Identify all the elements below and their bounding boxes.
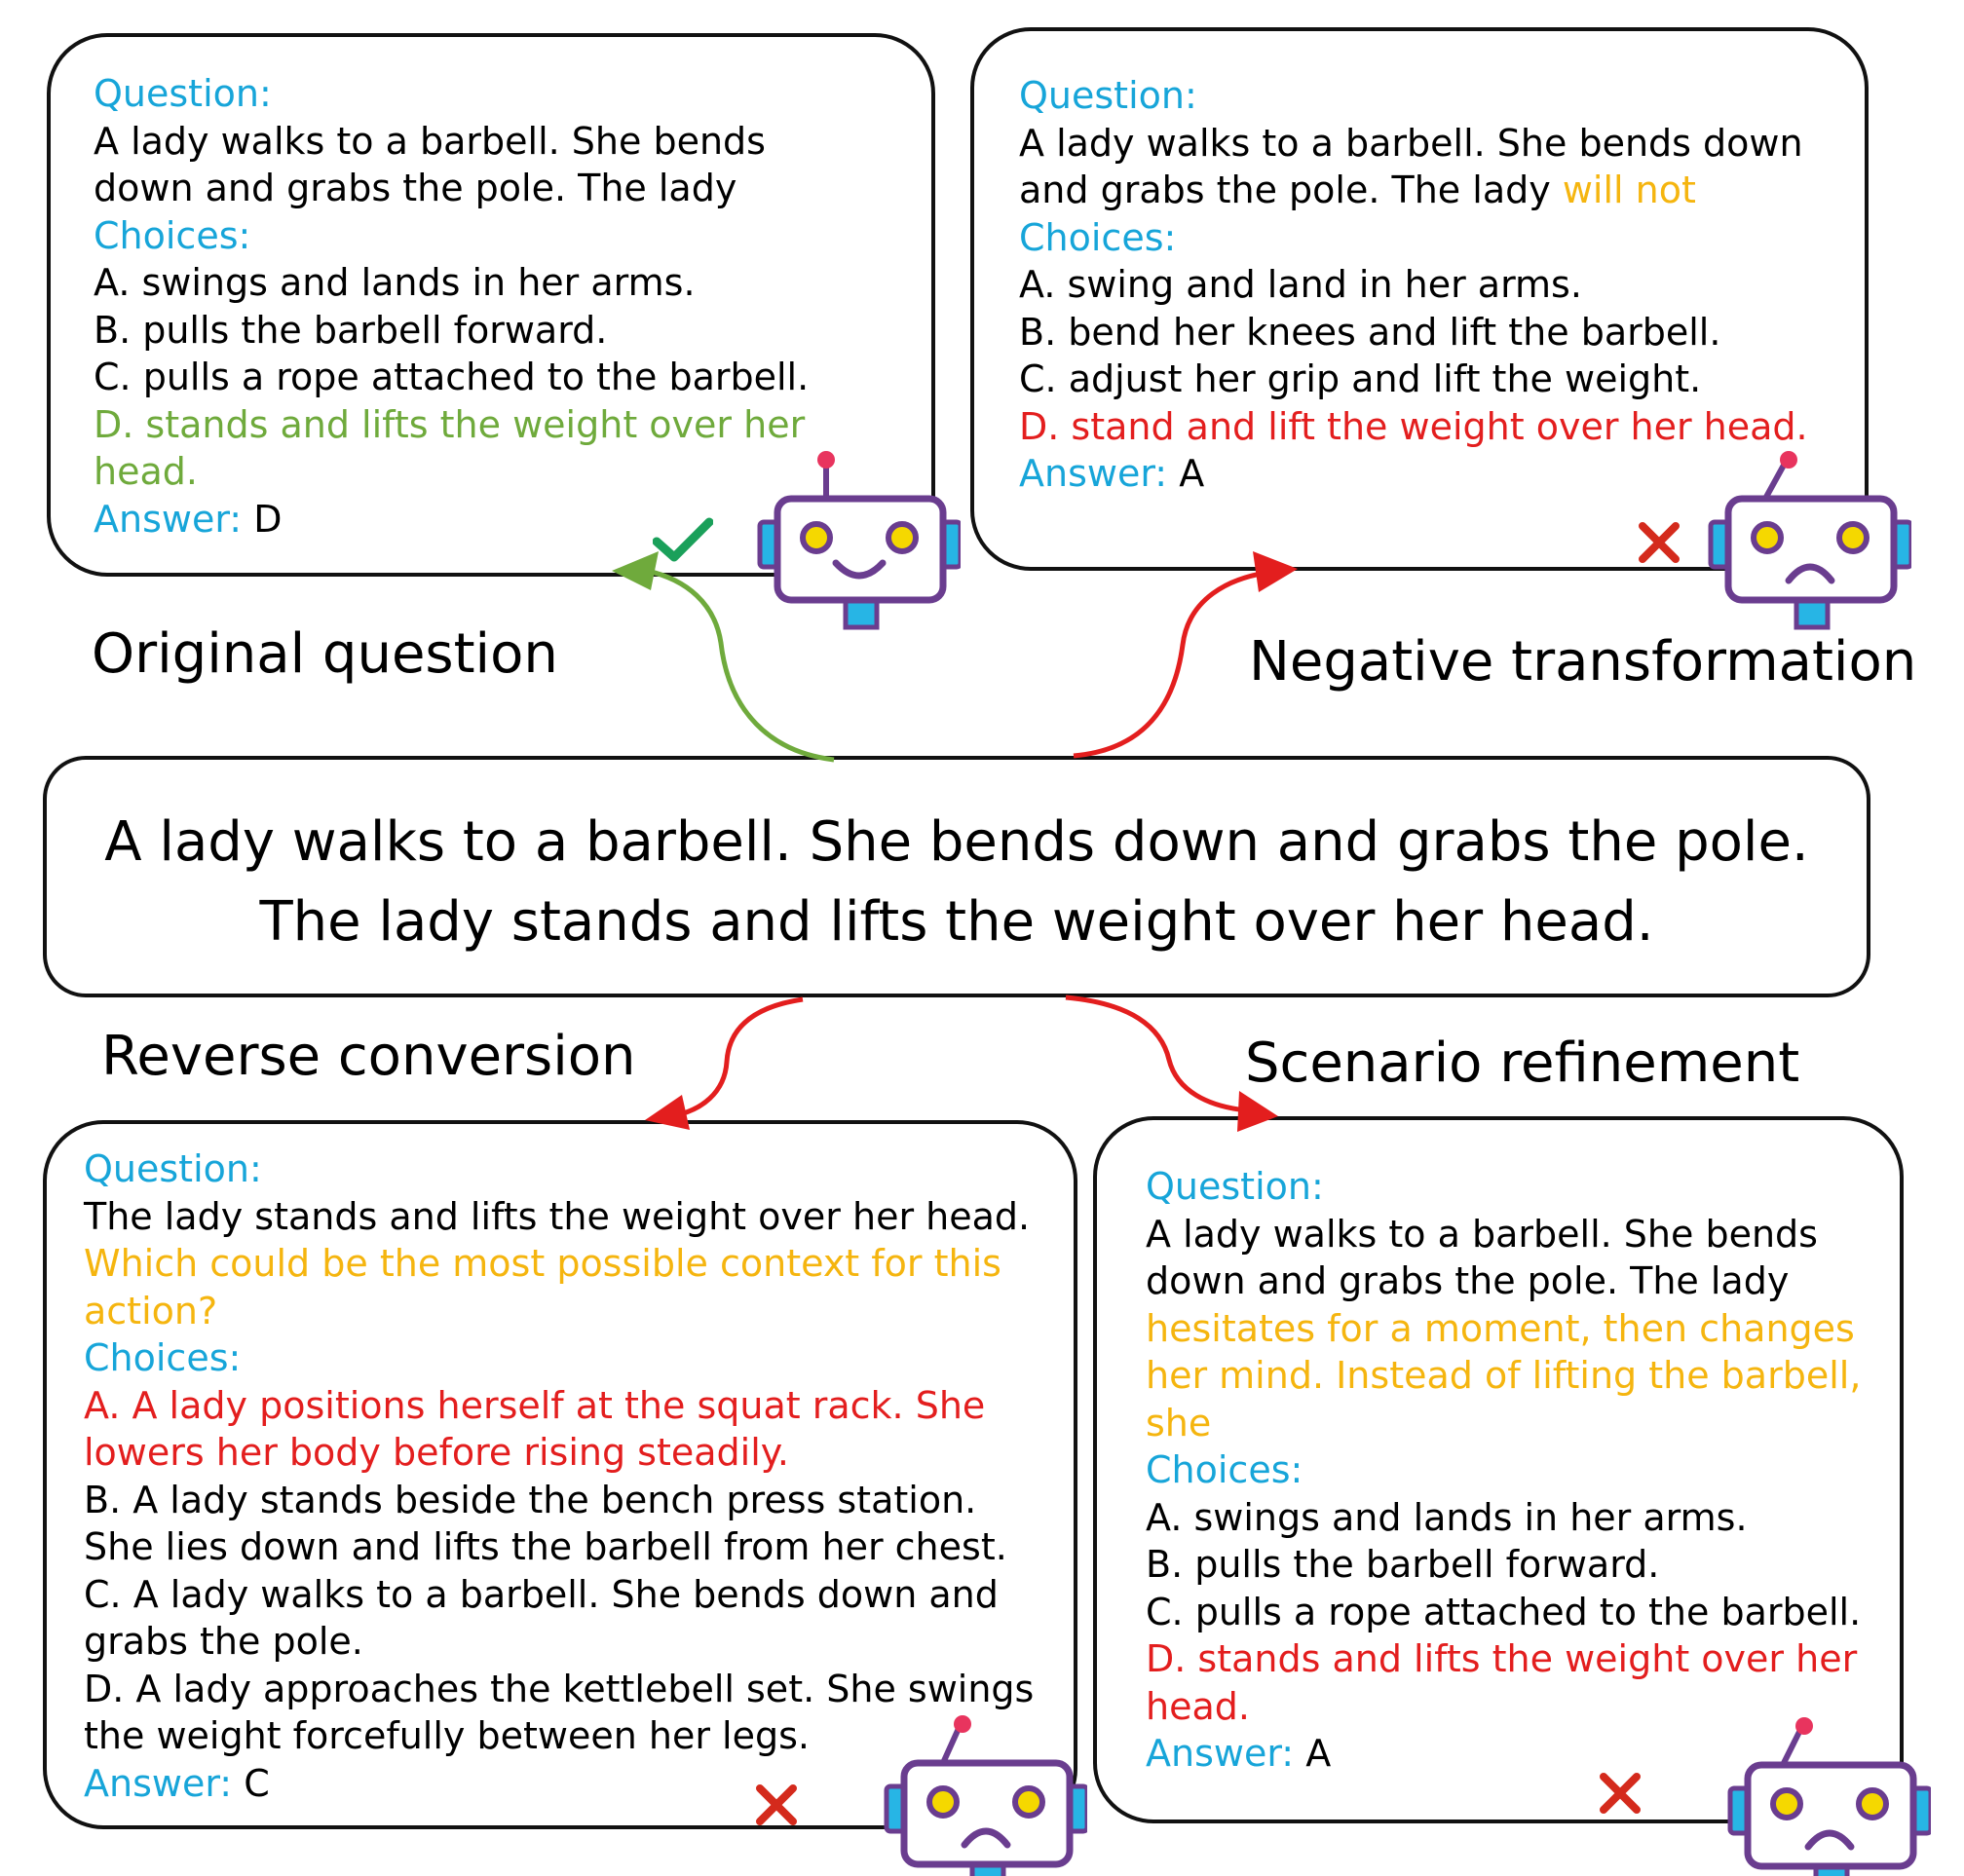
choice-d-correct: D. stands and lifts the weight over her (94, 402, 806, 446)
choice-a: A. swings and lands in her arms. (94, 261, 696, 304)
answer-value: A (1179, 452, 1205, 495)
scenario-highlight: her mind. Instead of lifting the barbell, (1146, 1354, 1862, 1397)
scenario-arrow (1066, 997, 1247, 1110)
choice-d-wrong: D. stand and lift the weight over her head. (1019, 404, 1808, 448)
question-line: A lady walks to a barbell. She bends (1146, 1212, 1818, 1256)
original-question-title: Original question (92, 622, 558, 686)
sad-robot-icon (883, 1714, 1087, 1876)
choice-c: C. adjust her grip and lift the weight. (1019, 357, 1702, 400)
original-arrowhead (612, 551, 659, 590)
question-label: Question: (94, 72, 272, 115)
question-line: down and grabs the pole. The lady (94, 167, 737, 209)
negation-highlight: will not (1562, 169, 1696, 211)
choice-b: B. A lady stands beside the bench press station. (84, 1478, 977, 1521)
negative-arrowhead (1253, 551, 1298, 592)
choice-d: the weight forcefully between her legs. (84, 1714, 810, 1757)
choices-label: Choices: (1146, 1448, 1303, 1491)
reverse-prompt-highlight: Which could be the most possible context for this (84, 1242, 1001, 1285)
cross-icon (1598, 1771, 1643, 1816)
scenario-refinement-title: Scenario refinement (1245, 1032, 1800, 1095)
scenario-highlight: she (1146, 1401, 1212, 1445)
choices-label: Choices: (94, 213, 251, 257)
check-icon (653, 516, 713, 565)
answer-value: D (253, 497, 283, 541)
answer-label: Answer: (84, 1761, 233, 1805)
choice-c: C. pulls a rope attached to the barbell. (1146, 1590, 1862, 1633)
choice-b: She lies down and lifts the barbell from her chest. (84, 1525, 1007, 1568)
question-line: A lady walks to a barbell. She bends (94, 119, 766, 163)
question-line: A lady walks to a barbell. She bends down (1019, 121, 1803, 165)
answer-label: Answer: (1146, 1732, 1295, 1775)
choice-a-wrong: lowers her body before rising steadily. (84, 1431, 789, 1474)
cross-icon (754, 1782, 799, 1827)
answer-label: Answer: (1019, 452, 1168, 495)
answer-label: Answer: (94, 497, 243, 541)
choice-d-wrong: head. (1146, 1684, 1250, 1728)
choice-a: A. swings and lands in her arms. (1146, 1495, 1748, 1539)
choice-c: C. pulls a rope attached to the barbell. (94, 356, 810, 398)
choice-d-wrong: D. stands and lifts the weight over her (1146, 1637, 1858, 1680)
reverse-arrowhead (645, 1095, 690, 1130)
choices-label: Choices: (1019, 215, 1177, 259)
question-line: down and grabs the pole. The lady (1146, 1259, 1790, 1302)
sad-robot-icon (1707, 450, 1911, 631)
choice-b: B. pulls the barbell forward. (1146, 1543, 1660, 1586)
reverse-prompt-highlight: action? (84, 1289, 218, 1332)
choice-d: D. A lady approaches the kettlebell set. She swings (84, 1667, 1035, 1710)
choice-b: B. bend her knees and lift the barbell. (1019, 310, 1721, 354)
negative-arrow (1074, 573, 1266, 756)
choice-a: A. swing and land in her arms. (1019, 263, 1582, 306)
choice-d-correct: head. (94, 450, 198, 493)
context-line: A lady walks to a barbell. She bends down and grabs the pole. (104, 810, 1809, 874)
happy-robot-icon (756, 450, 961, 631)
question-label: Question: (1146, 1165, 1324, 1208)
context-line: The lady stands and lifts the weight over her head. (259, 890, 1654, 954)
scenario-highlight: hesitates for a moment, then changes (1146, 1306, 1855, 1350)
sad-robot-icon (1726, 1716, 1931, 1876)
question-label: Question: (1019, 74, 1197, 117)
reverse-conversion-title: Reverse conversion (101, 1025, 636, 1088)
negative-transformation-title: Negative transformation (1249, 630, 1917, 694)
cross-icon (1637, 520, 1681, 565)
choice-c: C. A lady walks to a barbell. She bends down and (84, 1572, 999, 1616)
scenario-arrowhead (1237, 1091, 1278, 1132)
choice-c: grabs the pole. (84, 1620, 363, 1663)
answer-value: A (1305, 1732, 1332, 1775)
question-line: and grabs the pole. The lady will not (1019, 169, 1696, 211)
choice-a-wrong: A. A lady positions herself at the squat rack. She (84, 1383, 986, 1427)
reverse-arrow (672, 999, 803, 1116)
question-line: The lady stands and lifts the weight over her head. (84, 1194, 1031, 1238)
choice-b: B. pulls the barbell forward. (94, 308, 608, 352)
answer-value: C (244, 1761, 270, 1805)
choices-label: Choices: (84, 1336, 242, 1379)
question-label: Question: (84, 1147, 262, 1190)
